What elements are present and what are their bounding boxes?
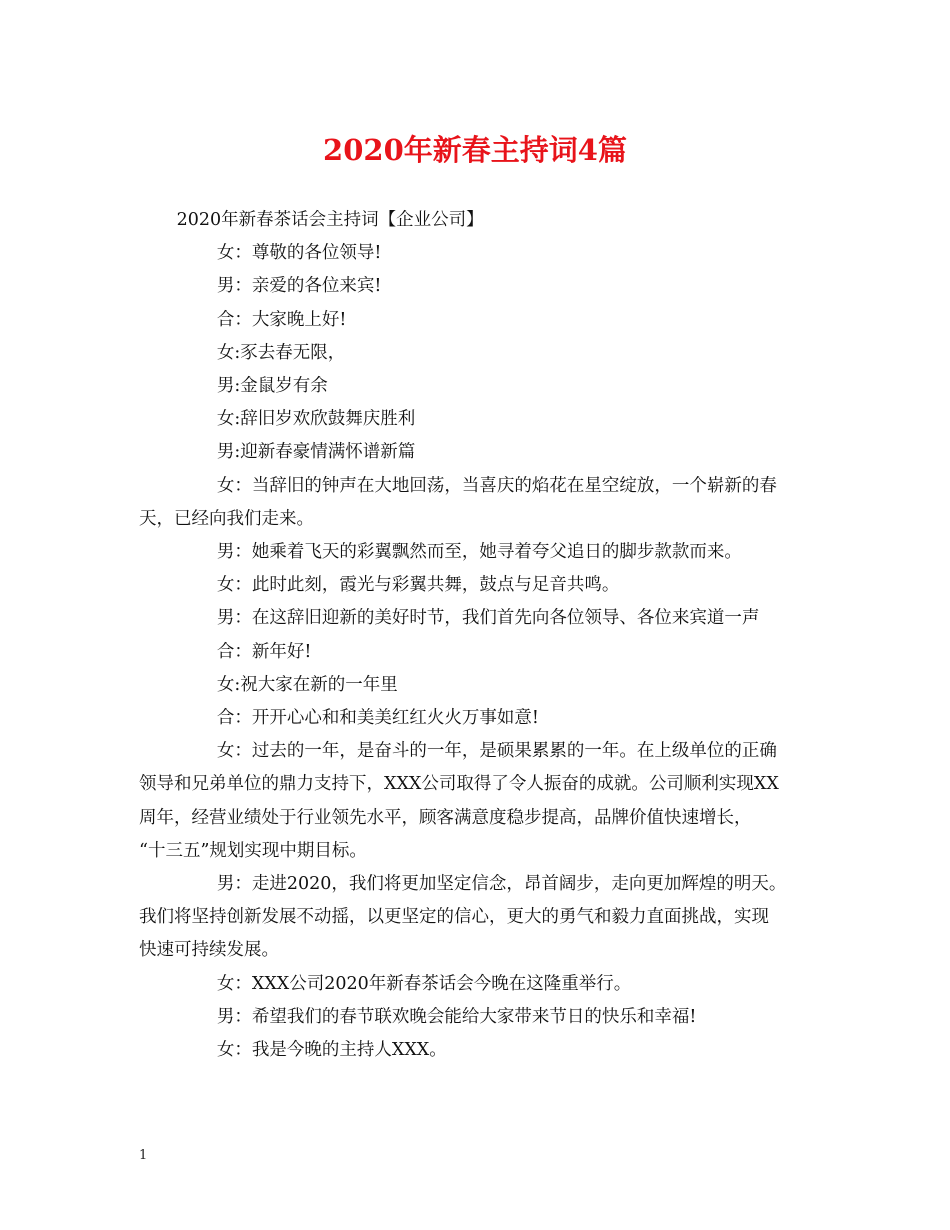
dialogue-line: 女:祝大家在新的一年里 <box>216 674 398 695</box>
page-number: 1 <box>139 1148 148 1163</box>
dialogue-continuation: 我们将坚持创新发展不动摇，以更坚定的信心，更大的勇气和毅力直面挑战，实现 <box>139 907 769 928</box>
dialogue-line: 女：XXX公司2020年新春茶话会今晚在这隆重举行。 <box>216 973 632 994</box>
dialogue-continuation: 领导和兄弟单位的鼎力支持下，XXX公司取得了令人振奋的成就。公司顺利实现XX <box>139 774 779 795</box>
dialogue-line: 女:辞旧岁欢欣鼓舞庆胜利 <box>216 409 416 430</box>
dialogue-line: 男：亲爱的各位来宾! <box>216 276 382 297</box>
dialogue-continuation: 周年，经营业绩处于行业领先水平，顾客满意度稳步提高，品牌价值快速增长， <box>139 807 752 828</box>
dialogue-line: 合：开开心心和和美美红红火火万事如意! <box>216 708 539 729</box>
dialogue-continuation: 快速可持续发展。 <box>139 940 279 961</box>
dialogue-line: 男:迎新春豪情满怀谱新篇 <box>216 442 416 463</box>
dialogue-line: 女:豕去春无限， <box>216 342 346 363</box>
dialogue-line: 女：过去的一年，是奋斗的一年，是硕果累累的一年。在上级单位的正确 <box>216 741 777 762</box>
document-body <box>139 204 815 1067</box>
dialogue-continuation: 天，已经向我们走来。 <box>139 508 314 529</box>
dialogue-continuation: “十三五”规划实现中期目标。 <box>139 840 367 861</box>
dialogue-line: 男：走进2020，我们将更加坚定信念，昂首阔步，走向更加辉煌的明天。 <box>216 874 787 895</box>
dialogue-line: 合：新年好! <box>216 641 312 662</box>
dialogue-line: 男：在这辞旧迎新的美好时节，我们首先向各位领导、各位来宾道一声 <box>216 608 760 629</box>
dialogue-line: 女：当辞旧的钟声在大地回荡，当喜庆的焰花在星空绽放，一个崭新的春 <box>216 475 777 496</box>
dialogue-line: 合：大家晚上好! <box>216 309 347 330</box>
dialogue-line: 男：她乘着飞天的彩翼飘然而至，她寻着夸父追日的脚步款款而来。 <box>216 542 742 563</box>
dialogue-line: 女：我是今晚的主持人XXX。 <box>216 1040 447 1061</box>
section-heading: 2020年新春茶话会主持词【企业公司】 <box>176 210 484 230</box>
dialogue-line: 男:金鼠岁有余 <box>216 376 328 397</box>
dialogue-line: 女：尊敬的各位领导! <box>216 243 382 264</box>
dialogue-line: 男：希望我们的春节联欢晚会能给大家带来节日的快乐和幸福! <box>216 1006 697 1027</box>
dialogue-line: 女：此时此刻，霞光与彩翼共舞，鼓点与足音共鸣。 <box>216 575 620 596</box>
page-title: 2020年新春主持词4篇 <box>323 133 627 167</box>
